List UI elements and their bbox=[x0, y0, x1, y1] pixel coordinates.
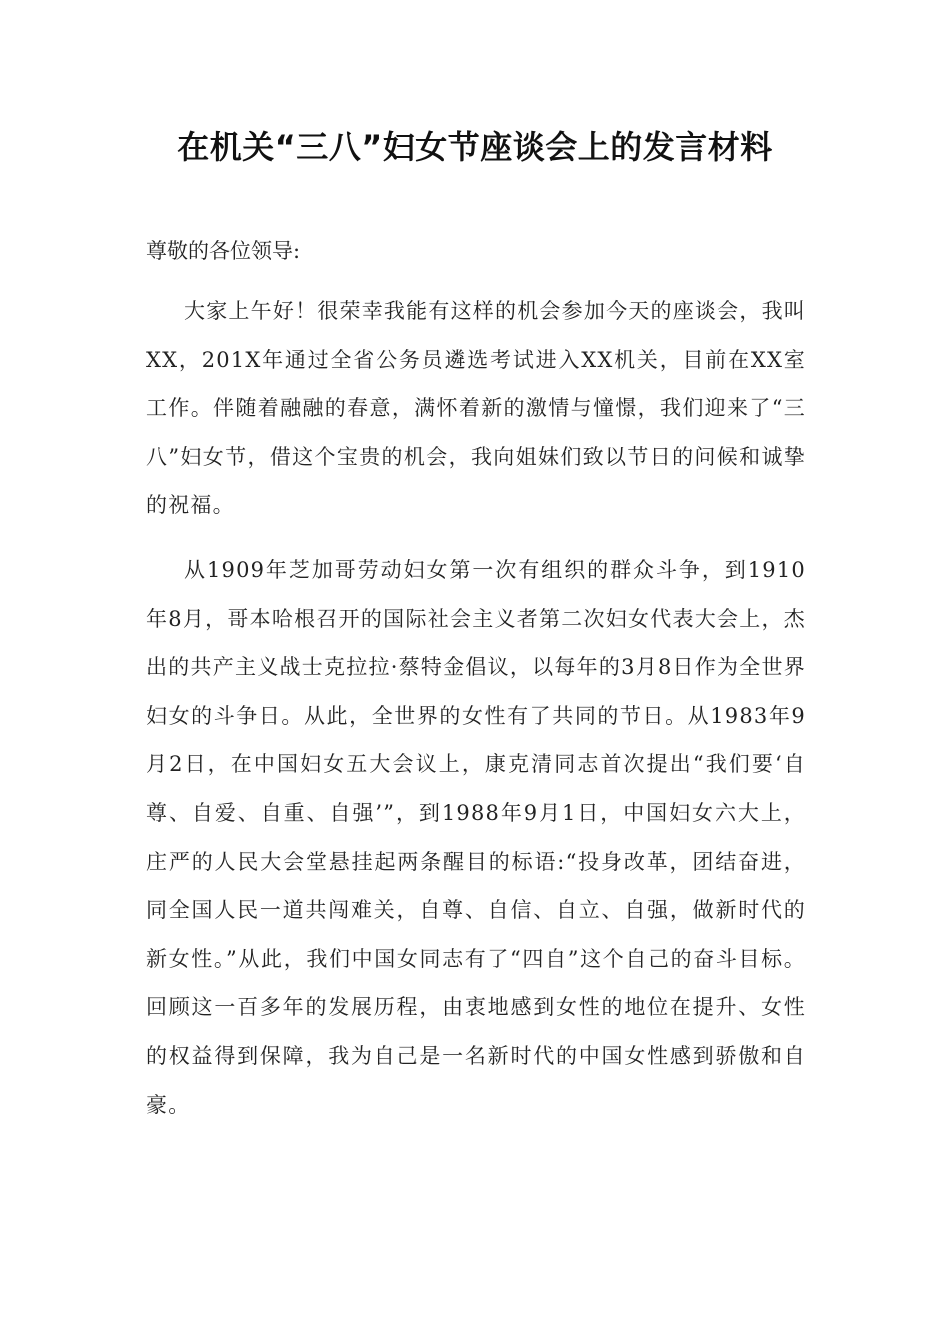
paragraph-1: 大家上午好！很荣幸我能有这样的机会参加今天的座谈会，我叫XX，201X年通过全省公务员遴选考试进入XX机关，目前在XX室工作。伴随着融融的春意，满怀着新的激情与憧憬，我们迎来了“三八”妇女节，借这个宝贵的机会，我向姐妹们致以节日的问候和诚挚的祝福。 bbox=[146, 299, 806, 518]
paragraph-2: 从1909年芝加哥劳动妇女第一次有组织的群众斗争，到1910年8月，哥本哈根召开的国际社会主义者第二次妇女代表大会上，杰出的共产主义战士克拉拉·蔡特金倡议，以每年的3月8日作为全世界妇女的斗争日。从此，全世界的女性有了共同的节日。从1983年9月2日，在中国妇女五大会议上，康克清同志首次提出“我们要‘自尊、自爱、自重、自强’”，到1988年9月1日，中国妇女六大上，庄严的人民大会堂悬挂起两条醒目的标语:“投身改革，团结奋进，同全国人民一道共闯难关，自尊、自信、自立、自强，做新时代的新女性。”从此，我们中国女同志有了“四自”这个自己的奋斗目标。回顾这一百多年的发展历程，由衷地感到女性的地位在提升、女性的权益得到保障，我为自己是一名新时代的中国女性感到骄傲和自豪。 bbox=[146, 558, 806, 1117]
salutation: 尊敬的各位领导: bbox=[146, 239, 301, 263]
document-title: 在机关“三八”妇女节座谈会上的发言材料 bbox=[177, 128, 773, 166]
